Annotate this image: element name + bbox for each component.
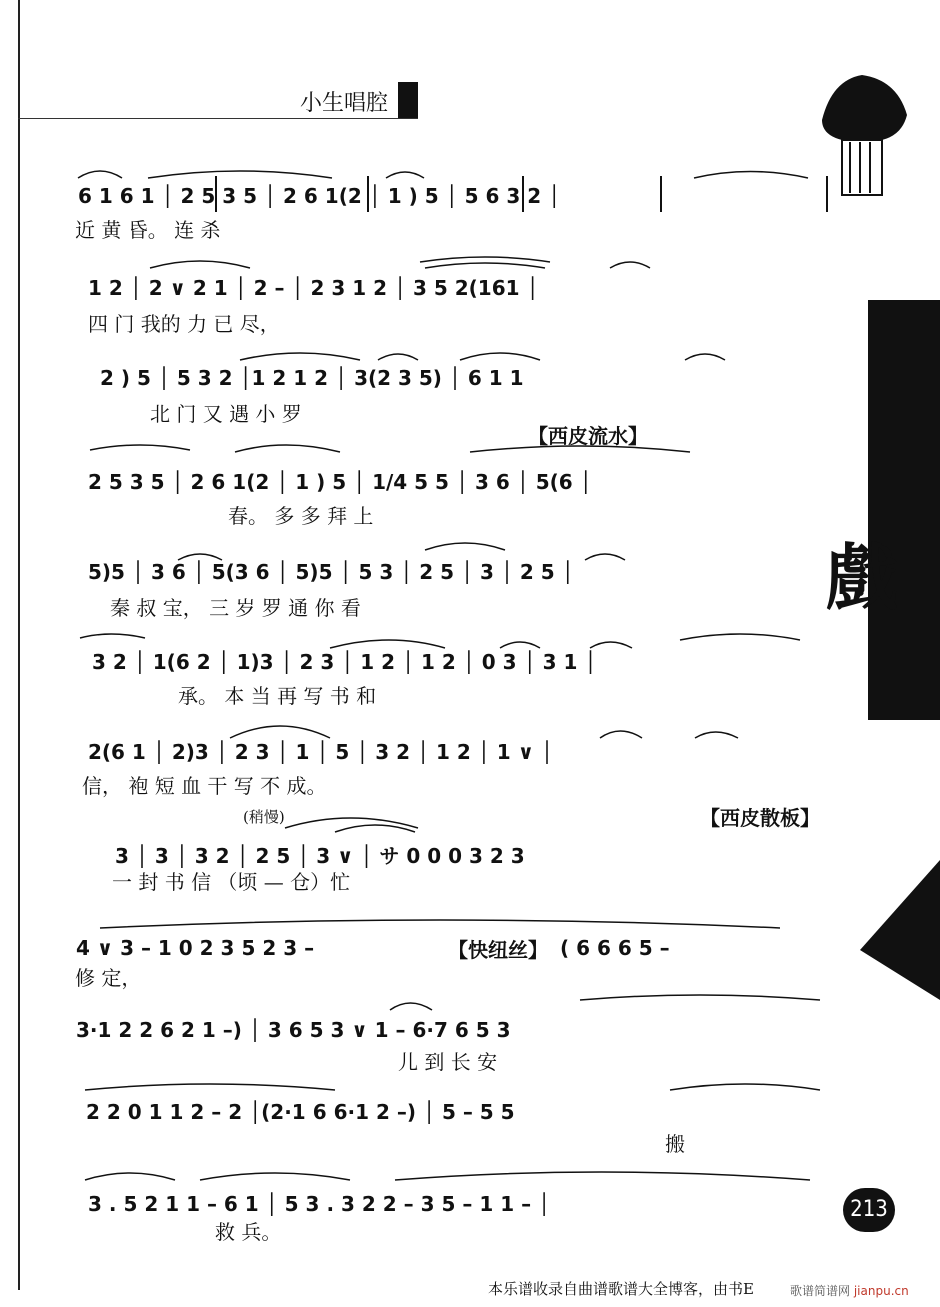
score-line-3-lyrics: 北 门 又 遇 小 罗 bbox=[150, 402, 302, 426]
score-line-7-notes: 2(6 1 │ 2)3 │ 2 3 │ 1 │ 5 │ 3 2 │ 1 2 │ 1 ∨ │ bbox=[88, 740, 553, 764]
barline bbox=[826, 176, 828, 212]
score-line-11-notes: 2 2 0 1 1 2 – 2 │(2·1 6 6·1 2 –) │ 5 – 5 5 bbox=[86, 1100, 515, 1124]
score-line-1-lyrics: 近 黄 昏。 连 杀 bbox=[75, 218, 221, 242]
score-line-5-lyrics: 秦 叔 宝， 三 岁 罗 通 你 看 bbox=[110, 596, 361, 620]
score-line-8-notes: 3 │ 3 │ 3 2 │ 2 5 │ 3 ∨ │ サ 0 0 0 3 2 3 bbox=[115, 844, 525, 868]
score-line-2-notes: 1 2 │ 2 ∨ 2 1 │ 2 – │ 2 3 1 2 │ 3 5 2(161 │ bbox=[88, 276, 539, 300]
side-glyph: 戲 bbox=[826, 535, 899, 620]
watermark-site: jianpu.cn bbox=[853, 1284, 909, 1298]
score-line-7-lyrics: 信， 袍 短 血 干 写 不 成。 bbox=[82, 774, 327, 798]
score-line-10-lyrics: 儿 到 长 安 bbox=[398, 1050, 498, 1074]
watermark bbox=[790, 1282, 909, 1299]
section-tag-xipi-sanban: 【西皮散板】 bbox=[700, 806, 820, 830]
score-line-12-notes: 3 . 5 2 1 1 – 6 1 │ 5 3 . 3 2 2 – 3 5 – 1 1 – │ bbox=[88, 1192, 551, 1216]
score-line-11-lyrics: 搬 bbox=[665, 1132, 685, 1156]
score-line-8-lyrics: 一 封 书 信 （顷 — 仓）忙 bbox=[112, 870, 351, 894]
footer-source-note: 本乐谱收录自曲谱歌谱大全博客，由书E bbox=[488, 1280, 754, 1298]
score-line-6-lyrics: 承。 本 当 再 写 书 和 bbox=[178, 684, 377, 708]
section-tag-xipi-liushui: 【西皮流水】 bbox=[528, 424, 648, 448]
score-line-4-notes: 2 5 3 5 │ 2 6 1(2 │ 1 ) 5 │ 1/4 5 5 │ 3 6 │ 5(6 │ bbox=[88, 470, 592, 494]
score-line-6-notes: 3 2 │ 1(6 2 │ 1)3 │ 2 3 │ 1 2 │ 1 2 │ 0 3 │ 3 1 │ bbox=[92, 650, 597, 674]
score-line-2-lyrics: 四 门 我的 力 已 尽， bbox=[88, 312, 280, 336]
score-line-3-notes: 2 ) 5 │ 5 3 2 │1 2 1 2 │ 3(2 3 5) │ 6 1 1 bbox=[100, 366, 524, 390]
score-line-5-notes: 5)5 │ 3 6 │ 5(3 6 │ 5)5 │ 5 3 │ 2 5 │ 3 │ 2 5 │ bbox=[88, 560, 574, 584]
score-line-9-tail: ( 6 6 6 5 – bbox=[560, 936, 670, 960]
score-line-9-notes: 4 ∨ 3 – 1 0 2 3 5 2 3 – bbox=[76, 936, 315, 960]
score-line-4-lyrics: 春。 多 多 拜 上 bbox=[228, 504, 374, 528]
score-line-1-notes: 6 1 6 1 │ 2 5 3 5 │ 2 6 1(2 │ 1 ) 5 │ 5 6 3 2 │ bbox=[78, 184, 561, 208]
score-line-10-notes: 3·1 2 2 6 2 1 –) │ 3 6 5 3 ∨ 1 – 6·7 6 5 3 bbox=[76, 1018, 511, 1042]
page-number: 213 bbox=[843, 1188, 895, 1232]
barline bbox=[660, 176, 662, 212]
score-line-9-lyrics: 修 定， bbox=[75, 966, 142, 990]
watermark-text: 歌谱简谱网 bbox=[790, 1284, 851, 1298]
section-tag-kuai-niusi: 【快纽丝】 bbox=[448, 938, 548, 962]
tempo-marking: (稍慢) bbox=[243, 808, 285, 826]
score-line-12-lyrics: 救 兵。 bbox=[215, 1220, 282, 1244]
section-title: 小生唱腔 bbox=[300, 91, 389, 116]
